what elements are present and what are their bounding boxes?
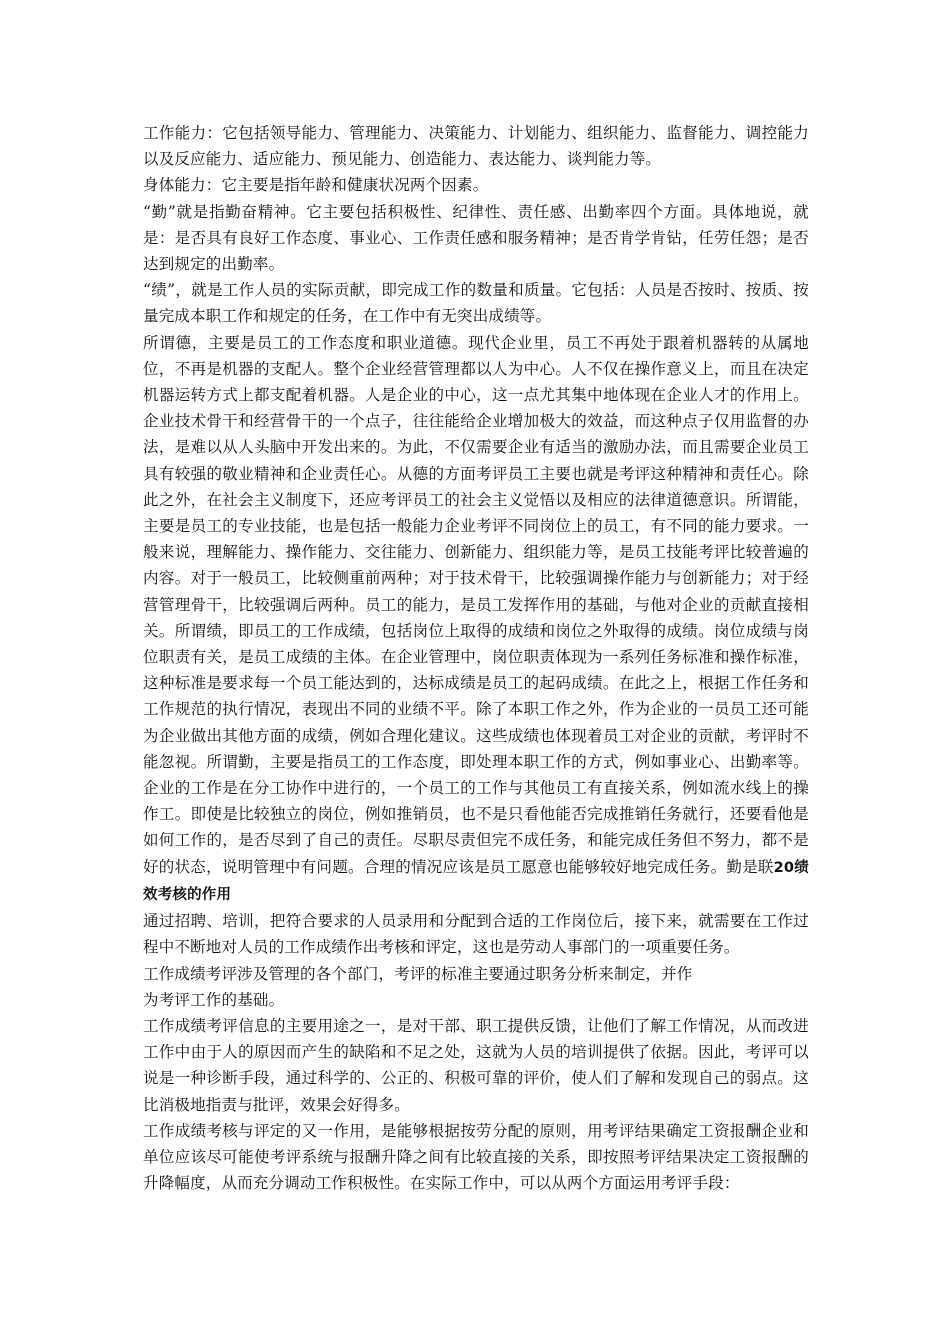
paragraph-work-ability: 工作能力：它包括领导能力、管理能力、决策能力、计划能力、组织能力、监督能力、调控能力以及反应能力、适应能力、预见能力、创造能力、表达能力、谈判能力等。: [143, 124, 809, 169]
document-body: [143, 120, 809, 1196]
section-heading-inline: 20绩效考核的作用: [143, 859, 809, 903]
paragraph-compensation-use: 工作成绩考核与评定的又一作用，是能够根据按劳分配的原则，用考评结果确定工资报酬企业和单位应该尽可能使考评系统与报酬升降之间有比较直接的关系，即按照考评结果决定工资报酬的升降幅度，从而充分调动工作积极性。在实际工作中，可以从两个方面运用考评手段：: [143, 1121, 809, 1193]
paragraph-performance: “绩”，就是工作人员的实际贡献，即完成工作的数量和质量。它包括：人员是否按时、按质、按量完成本职工作和规定的任务，在工作中有无突出成绩等。: [143, 281, 809, 326]
paragraph-physical-ability: 身体能力：它主要是指年龄和健康状况两个因素。: [143, 176, 489, 195]
long-paragraph-text: 所谓德，主要是员工的工作态度和职业道德。现代企业里，员工不再处于跟着机器转的从属地位，不再是机器的支配人。整个企业经营管理都以人为中心。人不仅在操作意义上，而且在决定机器运转方式上都支配着机器。人是企业的中心，这一点尤其集中地体现在企业人才的作用上。企业技术骨干和经营骨干的一个点子，往往能给企业增加极大的效益，而这种点子仅用监督的办法，是难以从人头脑中开发出来的。为此，不仅需要企业有适当的激励办法，而且需要企业员工具有较强的敬业精神和企业责任心。从德的方面考评员工主要也就是考评这种精神和责任心。除此之外，在社会主义制度下，还应考评员工的社会主义觉悟以及相应的法律道德意识。所谓能，主要是员工的专业技能，也是包括一般能力企业考评不同岗位上的员工，有不同的能力要求。一般来说，理解能力、操作能力、交往能力、创新能力、组织能力等，是员工技能考评比较普遍的内容。对于一般员工，比较侧重前两种；对于技术骨干，比较强调操作能力与创新能力；对于经营管理骨干，比较强调后两种。员工的能力，是员工发挥作用的基础，与他对企业的贡献直接相关。所谓绩，即员工的工作成绩，包括岗位上取得的成绩和岗位之外取得的成绩。岗位成绩与岗位职责有关，是员工成绩的主体。在企业管理中，岗位职责体现为一系列任务标准和操作标准，这种标准是要求每一个员工能达到的，达标成绩是员工的起码成绩。在此之上，根据工作任务和工作规范的执行情况，表现出不同的业绩不平。除了本职工作之外，作为企业的一员员工还可能为企业做出其他方面的成绩，例如合理化建议。这些成绩也体现着员工对企业的贡献，考评时不能忽视。所谓勤，主要是指员工的工作态度，即处理本职工作的方式，例如事业心、出勤率等。企业的工作是在分工协作中进行的，一个员工的工作与其他员工有直接关系，例如流水线上的操作工。即使是比较独立的岗位，例如推销员，也不是只看他能否完成推销任务就行，还要看他是如何工作的，是否尽到了自己的责任。尽职尽责但完不成任务，和能完成任务但不努力，都不是好的状态，说明管理中有问题。合理的情况应该是员工愿意也能够较好地完成任务。勤是联: [143, 333, 809, 876]
paragraph-evaluation-basis: 为考评工作的基础。: [143, 990, 285, 1009]
paragraph-feedback-use: 工作成绩考评信息的主要用途之一，是对干部、职工提供反馈，让他们了解工作情况，从而改进工作中由于人的原因而产生的缺陷和不足之处，这就为人员的培训提供了依据。因此，考评可以说是一种诊断手段，通过科学的、公正的、积极可靠的评价，使人们了解和发现自己的弱点。这比消极地指责与批评，效果会好得多。: [143, 1016, 809, 1114]
paragraph-diligence: “勤”就是指勤奋精神。它主要包括积极性、纪律性、责任感、出勤率四个方面。具体地说，就是：是否具有良好工作态度、事业心、工作责任感和服务精神；是否肯学肯钻，任劳任怨；是否达到规定的出勤率。: [143, 202, 809, 274]
paragraph-virtue-ability-performance: [143, 330, 809, 908]
paragraph-recruitment: 通过招聘、培训，把符合要求的人员录用和分配到合适的工作岗位后，接下来，就需要在工作过程中不断地对人员的工作成绩作出考核和评定，这也是劳动人事部门的一项重要任务。: [143, 912, 809, 957]
paragraph-evaluation-scope: 工作成绩考评涉及管理的各个部门，考评的标准主要通过职务分析来制定，并作: [143, 964, 693, 983]
